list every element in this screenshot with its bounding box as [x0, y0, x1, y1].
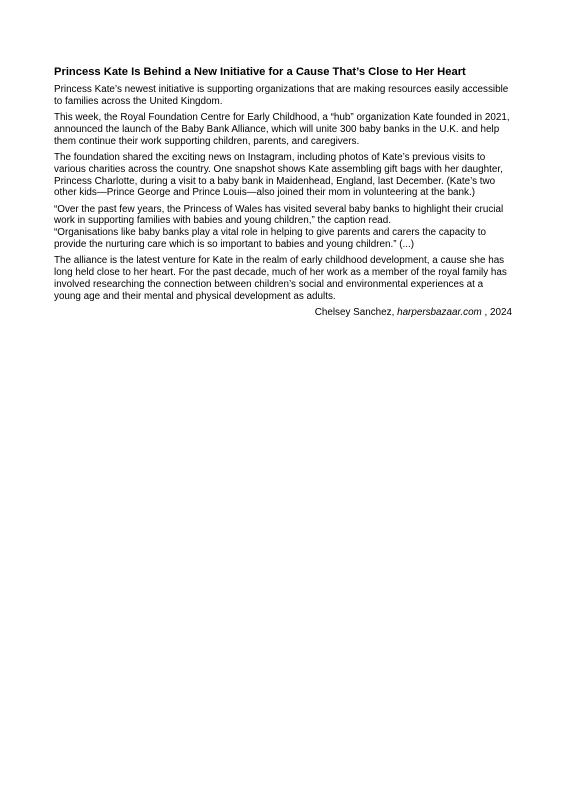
byline-year: , 2024 [481, 307, 512, 319]
paragraph-closing: The alliance is the latest venture for Kate in the realm of early childhood development, a cause she has long held close to her heart. For the past decade, much of her work as a member of the royal family has involved researching the connection between children’s social and environmental experiences at a young age and their mental and physical development as adults. [54, 255, 507, 302]
quote-block [54, 204, 512, 251]
document-page [54, 66, 512, 319]
byline-source: harpersbazaar.com [397, 307, 482, 319]
paragraph-instagram: The foundation shared the exciting news on Instagram, including photos of Kate’s previous visits to various charities across the country. One snapshot shows Kate assembling gift bags with her daughter, Princess Charlotte, during a visit to a baby bank in Maidenhead, England, last December. (Kate’s two other kids—Prince George and Prince Louis—also joined their mom in volunteering at the bank.) [54, 151, 503, 199]
byline-author: Chelsey Sanchez, [314, 307, 398, 319]
byline [54, 307, 512, 319]
article-title: Princess Kate Is Behind a New Initiative for a Cause That’s Close to Her Heart [54, 66, 466, 78]
paragraph-intro: Princess Kate’s newest initiative is supporting organizations that are making resources easily accessible to families across the United Kingdom. [54, 84, 509, 107]
quote-line-2: “Organisations like baby banks play a vital role in helping to give parents and carers the capacity to provide the nurturing care which is so important to babies and young children.” (...) [54, 227, 486, 251]
paragraph-announcement: This week, the Royal Foundation Centre for Early Childhood, a “hub” organization Kate founded in 2021, announced the launch of the Baby Bank Alliance, which will unite 300 baby banks in the U.K. and help them continue their work supporting children, parents, and caregivers. [54, 112, 510, 147]
quote-line-1: “Over the past few years, the Princess of Wales has visited several baby banks to highlight their crucial work in supporting families with babies and young children,” the caption read. [54, 203, 504, 227]
